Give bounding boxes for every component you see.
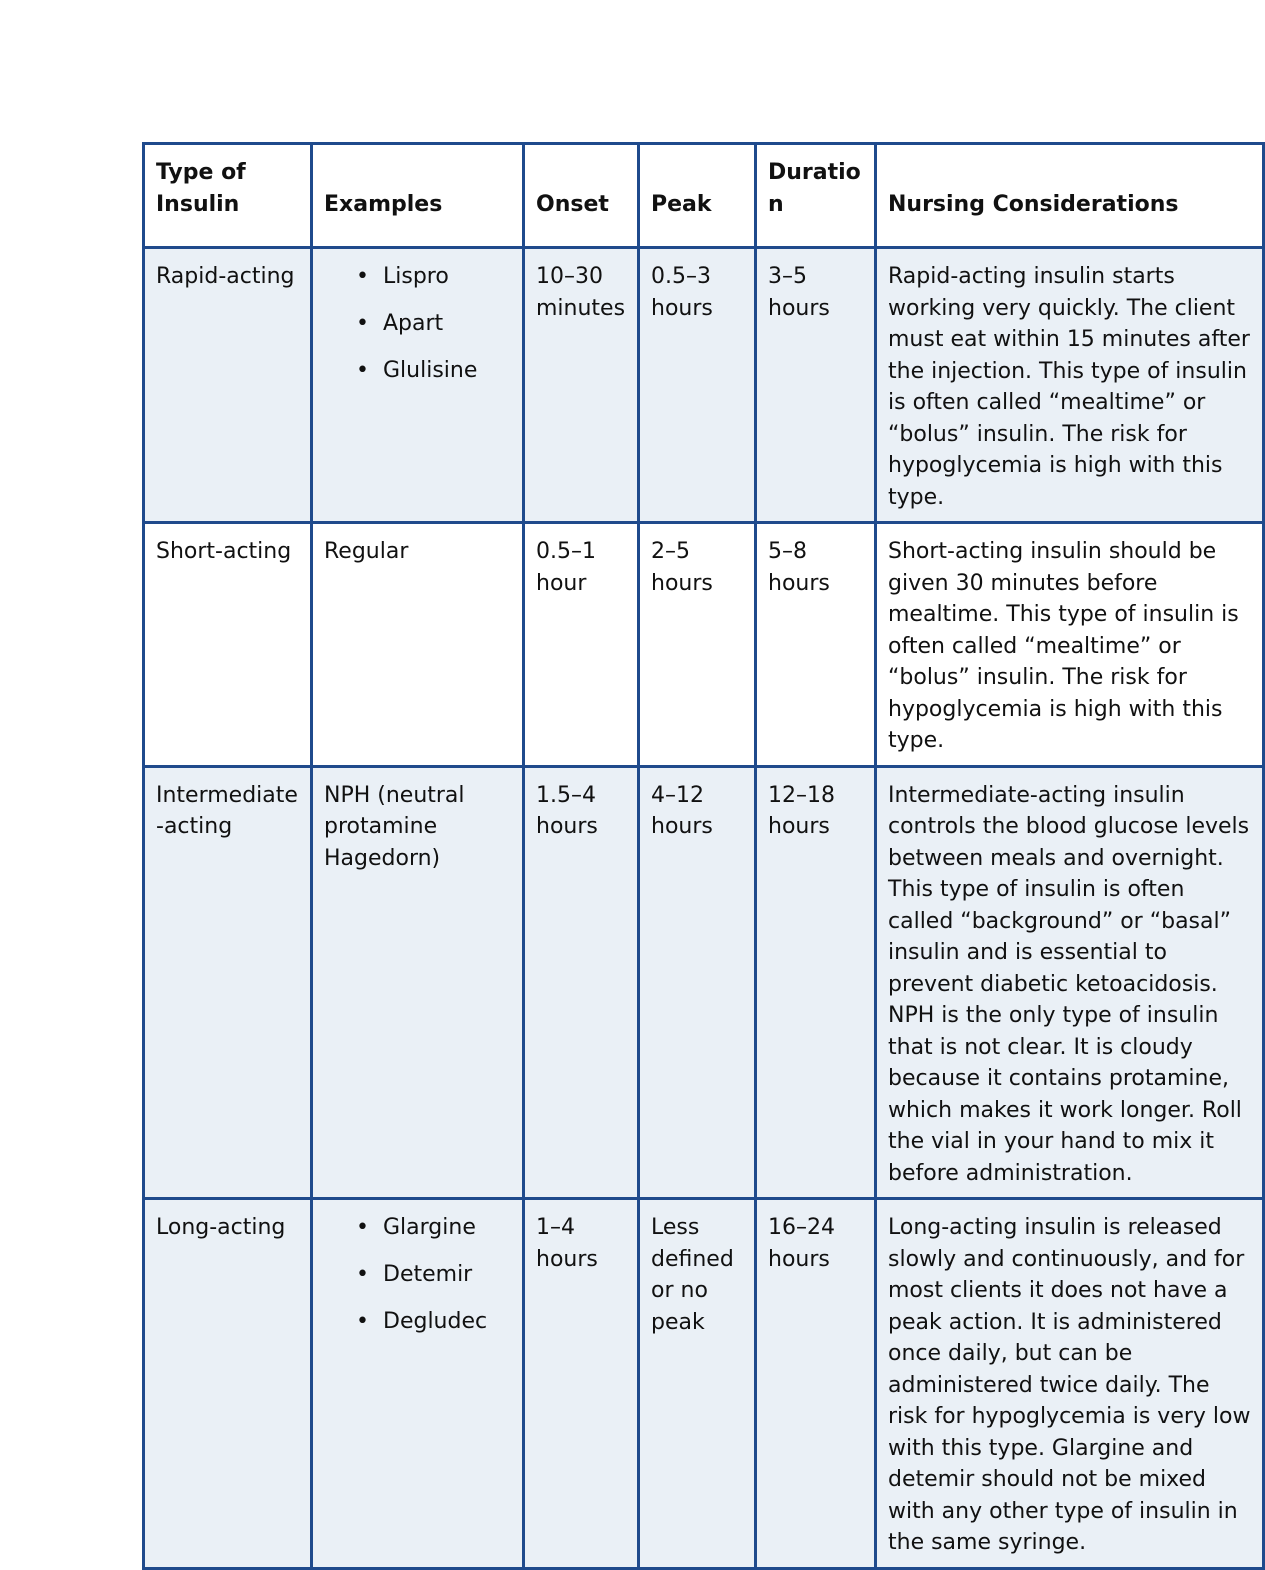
cell-considerations: Rapid-acting insulin starts working very quickly. The client must eat within 15 minutes after the injection. This type of insulin is often called “mealtime” or “bolus” insulin. The risk for hypoglycemia is high with this type. bbox=[876, 248, 1264, 523]
cell-duration: 12–18 hours bbox=[756, 766, 876, 1199]
cell-considerations: Intermediate-acting insulin controls the blood glucose levels between meals and overnight. This type of insulin is often called “background” or “basal” insulin and is essential to prevent diabetic ketoacidosis. NPH is the only type of insulin that is not clear. It is cloudy because it contains protamine, which makes it work longer. Roll the vial in your hand to mix it before administration. bbox=[876, 766, 1264, 1199]
list-item: • Apart bbox=[324, 308, 512, 339]
header-peak: Peak bbox=[639, 144, 756, 248]
list-item: • Degludec bbox=[324, 1306, 512, 1337]
list-item: • Detemir bbox=[324, 1259, 512, 1290]
cell-type: Rapid-acting bbox=[144, 248, 312, 523]
cell-peak: 2–5 hours bbox=[639, 523, 756, 767]
examples-list bbox=[324, 261, 512, 386]
header-nursing-considerations: Nursing Considerations bbox=[876, 144, 1264, 248]
table-header-row bbox=[144, 144, 1264, 248]
cell-duration: 3–5 hours bbox=[756, 248, 876, 523]
header-duration: Duration bbox=[756, 144, 876, 248]
cell-type: Long-acting bbox=[144, 1199, 312, 1569]
table-row bbox=[144, 523, 1264, 767]
cell-considerations: Short-acting insulin should be given 30 minutes before mealtime. This type of insulin is often called “mealtime” or “bolus” insulin. The risk for hypoglycemia is high with this type. bbox=[876, 523, 1264, 767]
header-type-of-insulin: Type of Insulin bbox=[144, 144, 312, 248]
cell-peak: Less defined or no peak bbox=[639, 1199, 756, 1569]
cell-examples bbox=[312, 1199, 524, 1569]
cell-peak: 0.5–3 hours bbox=[639, 248, 756, 523]
insulin-table-container bbox=[142, 142, 1251, 1555]
table-row bbox=[144, 248, 1264, 523]
cell-duration: 5–8 hours bbox=[756, 523, 876, 767]
list-item: • Glulisine bbox=[324, 355, 512, 386]
cell-onset: 1.5–4 hours bbox=[524, 766, 639, 1199]
cell-examples bbox=[312, 248, 524, 523]
table-row bbox=[144, 766, 1264, 1199]
list-item: • Glargine bbox=[324, 1212, 512, 1243]
cell-onset: 10–30 minutes bbox=[524, 248, 639, 523]
insulin-types-table bbox=[142, 142, 1265, 1570]
cell-type: Short-acting bbox=[144, 523, 312, 767]
cell-duration: 16–24 hours bbox=[756, 1199, 876, 1569]
table-row bbox=[144, 1199, 1264, 1569]
cell-peak: 4–12 hours bbox=[639, 766, 756, 1199]
cell-onset: 1–4 hours bbox=[524, 1199, 639, 1569]
cell-considerations: Long-acting insulin is released slowly and continuously, and for most clients it does not have a peak action. It is administered once daily, but can be administered twice daily. The risk for hypoglycemia is very low with this type. Glargine and detemir should not be mixed with any other type of insulin in the same syringe. bbox=[876, 1199, 1264, 1569]
cell-examples: Regular bbox=[312, 523, 524, 767]
cell-type: Intermediate-acting bbox=[144, 766, 312, 1199]
header-onset: Onset bbox=[524, 144, 639, 248]
examples-list bbox=[324, 1212, 512, 1337]
header-examples: Examples bbox=[312, 144, 524, 248]
cell-examples: NPH (neutral protamine Hagedorn) bbox=[312, 766, 524, 1199]
cell-onset: 0.5–1 hour bbox=[524, 523, 639, 767]
list-item: • Lispro bbox=[324, 261, 512, 292]
